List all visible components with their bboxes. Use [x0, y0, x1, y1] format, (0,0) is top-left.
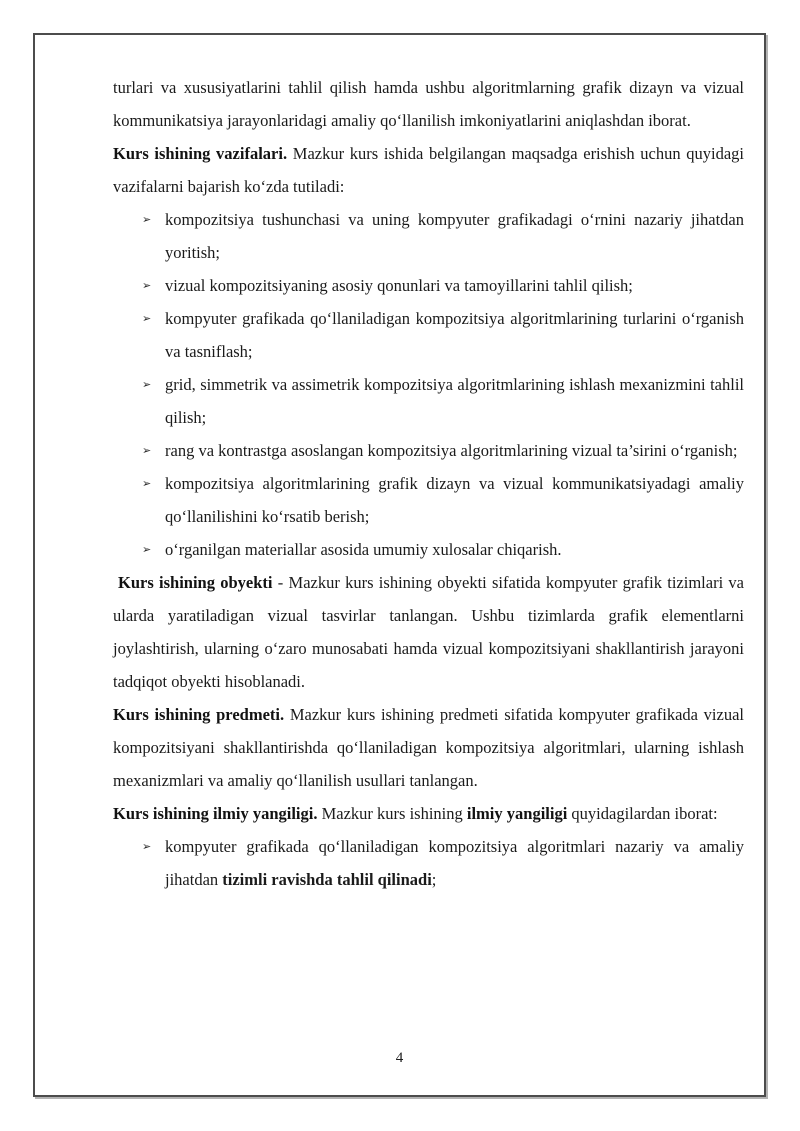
paragraph-text: Mazkur kurs ishining: [317, 804, 467, 823]
list-item: [113, 434, 744, 467]
arrow-bullet-icon: ➢: [142, 312, 152, 325]
paragraph-text: Mazkur kurs ishida belgilangan maqsadga erishish uchun quyidagi vazifalarni bajarish ko‘zda tutiladi:: [113, 144, 744, 196]
arrow-bullet-icon: ➢: [142, 444, 152, 457]
paragraph-text: quyidagilardan iborat:: [567, 804, 718, 823]
list-item-text-bold: tizimli ravishda tahlil qilinadi: [222, 870, 432, 889]
paragraph-text: - Mazkur kurs ishining obyekti sifatida kompyuter grafik tizimlari va ularda yaratiladigan vizual tasvirlar tanlangan. Ushbu tizimlarda grafik elementlarni joylashtirish, ularning o‘zaro munosabati hamda vizual kompozitsiyani shakllantirish jarayoni tadqiqot obyekti hisoblanadi.: [113, 573, 745, 691]
list-item-text: grid, simmetrik va assimetrik kompozitsiya algoritmlarining ishlash mexanizmini tahlil qilish;: [165, 375, 744, 427]
list-item: [113, 368, 744, 434]
list-item-text: o‘rganilgan materiallar asosida umumiy xulosalar chiqarish.: [165, 540, 562, 559]
document-page: [33, 33, 766, 1097]
arrow-bullet-icon: ➢: [142, 213, 152, 226]
novelty-list: [113, 830, 744, 896]
list-item: [113, 533, 744, 566]
list-item: [113, 830, 744, 896]
paragraph-vazifalari: [113, 137, 744, 203]
list-item-text-post: ;: [431, 870, 437, 889]
arrow-bullet-icon: ➢: [142, 543, 152, 556]
tasks-list: [113, 203, 744, 566]
list-item-text: [165, 837, 744, 889]
paragraph-obyekti: [113, 566, 744, 698]
list-item-text: rang va kontrastga asoslangan kompozitsiya algoritmlarining vizual ta’sirini o‘rganish;: [165, 441, 738, 460]
paragraph-intro-continuation: [113, 71, 744, 137]
list-item-text-pre: kompyuter grafikada qo‘llaniladigan kompozitsiya algoritmlari nazariy va amaliy jihatdan: [165, 837, 744, 889]
list-item-text: kompozitsiya algoritmlarining grafik dizayn va vizual kommunikatsiyadagi amaliy qo‘llanilishini ko‘rsatib berish;: [165, 474, 744, 526]
inline-bold-ilmiy-yangiligi: ilmiy yangiligi: [466, 804, 568, 823]
list-item-text: kompozitsiya tushunchasi va uning kompyuter grafikadagi o‘rnini nazariy jihatdan yoritish;: [165, 210, 744, 262]
list-item-text: kompyuter grafikada qo‘llaniladigan kompozitsiya algoritmlarining turlarini o‘rganish va tasniflash;: [165, 309, 744, 361]
page-content: [35, 35, 764, 896]
list-item: [113, 302, 744, 368]
paragraph-predmeti: [113, 698, 744, 797]
list-item: [113, 269, 744, 302]
heading-obyekti: Kurs ishining obyekti: [118, 573, 273, 592]
arrow-bullet-icon: ➢: [142, 840, 152, 853]
paragraph-ilmiy-yangiligi: [113, 797, 744, 830]
paragraph-text: Mazkur kurs ishining predmeti sifatida kompyuter grafikada vizual kompozitsiyani shakllantirishda qo‘llaniladigan kompozitsiya algoritmlari, ularning ishlash mexanizmlari va amaliy qo‘llanilish usullari tanlangan.: [113, 705, 744, 790]
list-item: [113, 467, 744, 533]
heading-predmeti: Kurs ishining predmeti.: [113, 705, 285, 724]
heading-vazifalari: Kurs ishining vazifalari.: [113, 144, 288, 163]
arrow-bullet-icon: ➢: [142, 378, 152, 391]
arrow-bullet-icon: ➢: [142, 477, 152, 490]
page-number: 4: [395, 1050, 404, 1066]
arrow-bullet-icon: ➢: [142, 279, 152, 292]
list-item-text: vizual kompozitsiyaning asosiy qonunlari va tamoyillarini tahlil qilish;: [165, 276, 633, 295]
paragraph-text: turlari va xususiyatlarini tahlil qilish hamda ushbu algoritmlarning grafik dizayn va vizual kommunikatsiya jarayonlaridagi amaliy qo‘llanilish imkoniyatlarini aniqlashdan iborat.: [113, 78, 744, 130]
heading-ilmiy-yangiligi: Kurs ishining ilmiy yangiligi.: [113, 804, 318, 823]
list-item: [113, 203, 744, 269]
